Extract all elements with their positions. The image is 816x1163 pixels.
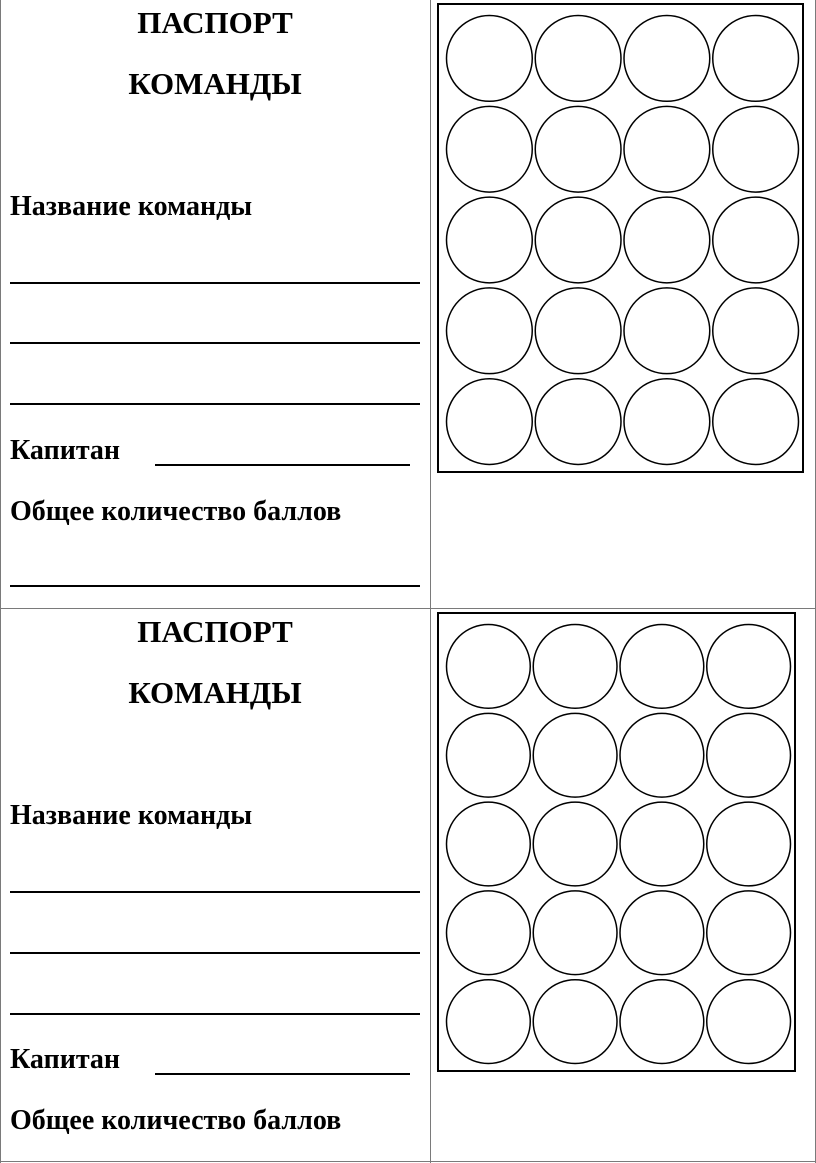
score-circle[interactable] xyxy=(707,891,791,975)
score-circle[interactable] xyxy=(620,891,704,975)
score-circle[interactable] xyxy=(713,106,799,192)
total-points-label: Общее количество баллов xyxy=(10,496,342,527)
score-circles-grid xyxy=(439,5,806,475)
total-points-label: Общее количество баллов xyxy=(10,1105,342,1136)
team-name-label: Название команды xyxy=(10,800,253,831)
score-circle[interactable] xyxy=(713,288,799,374)
score-circle[interactable] xyxy=(535,379,621,465)
table-row-divider xyxy=(0,608,816,609)
team-name-blank-line[interactable] xyxy=(10,952,420,954)
score-circle[interactable] xyxy=(624,197,710,283)
score-circle[interactable] xyxy=(713,379,799,465)
score-circle[interactable] xyxy=(620,713,704,797)
score-circle[interactable] xyxy=(707,625,791,709)
passport-title: ПАСПОРТ xyxy=(137,5,293,40)
team-name-blank-line[interactable] xyxy=(10,282,420,284)
captain-label: Капитан xyxy=(10,1044,121,1075)
passport-subtitle: КОМАНДЫ xyxy=(128,66,302,101)
score-circle[interactable] xyxy=(624,379,710,465)
score-circle[interactable] xyxy=(707,713,791,797)
score-circle[interactable] xyxy=(447,625,531,709)
passport-title: ПАСПОРТ xyxy=(137,614,293,649)
score-circle[interactable] xyxy=(533,713,617,797)
score-circle[interactable] xyxy=(447,379,533,465)
score-circle[interactable] xyxy=(707,802,791,886)
score-circle[interactable] xyxy=(533,802,617,886)
score-circle[interactable] xyxy=(535,197,621,283)
score-circle[interactable] xyxy=(620,980,704,1064)
team-name-blank-line[interactable] xyxy=(10,1013,420,1015)
score-circle[interactable] xyxy=(624,288,710,374)
score-circle[interactable] xyxy=(620,625,704,709)
score-circle[interactable] xyxy=(447,891,531,975)
total-points-blank-line[interactable] xyxy=(10,585,420,587)
captain-label: Капитан xyxy=(10,435,121,466)
score-circle[interactable] xyxy=(447,802,531,886)
captain-blank-line[interactable] xyxy=(155,464,410,466)
score-circle[interactable] xyxy=(447,197,533,283)
table-column-divider xyxy=(430,0,431,1163)
score-circle[interactable] xyxy=(713,197,799,283)
score-circle[interactable] xyxy=(713,16,799,102)
team-name-blank-line[interactable] xyxy=(10,342,420,344)
table-border-left xyxy=(0,0,1,1163)
score-circle[interactable] xyxy=(707,980,791,1064)
team-name-label: Название команды xyxy=(10,191,253,222)
score-circles-box xyxy=(437,3,804,473)
score-circle[interactable] xyxy=(447,16,533,102)
captain-blank-line[interactable] xyxy=(155,1073,410,1075)
score-circles-grid xyxy=(439,614,798,1074)
score-circle[interactable] xyxy=(447,980,531,1064)
score-circle[interactable] xyxy=(535,288,621,374)
score-circle[interactable] xyxy=(535,16,621,102)
score-circle[interactable] xyxy=(533,891,617,975)
score-circle[interactable] xyxy=(447,288,533,374)
table-border-bottom xyxy=(0,1161,816,1162)
team-name-blank-line[interactable] xyxy=(10,891,420,893)
score-circle[interactable] xyxy=(620,802,704,886)
score-circle[interactable] xyxy=(533,980,617,1064)
team-name-blank-line[interactable] xyxy=(10,403,420,405)
score-circle[interactable] xyxy=(624,16,710,102)
score-circle[interactable] xyxy=(533,625,617,709)
score-circles-box xyxy=(437,612,796,1072)
score-circle[interactable] xyxy=(447,713,531,797)
passport-subtitle: КОМАНДЫ xyxy=(128,675,302,710)
score-circle[interactable] xyxy=(447,106,533,192)
score-circle[interactable] xyxy=(624,106,710,192)
score-circle[interactable] xyxy=(535,106,621,192)
